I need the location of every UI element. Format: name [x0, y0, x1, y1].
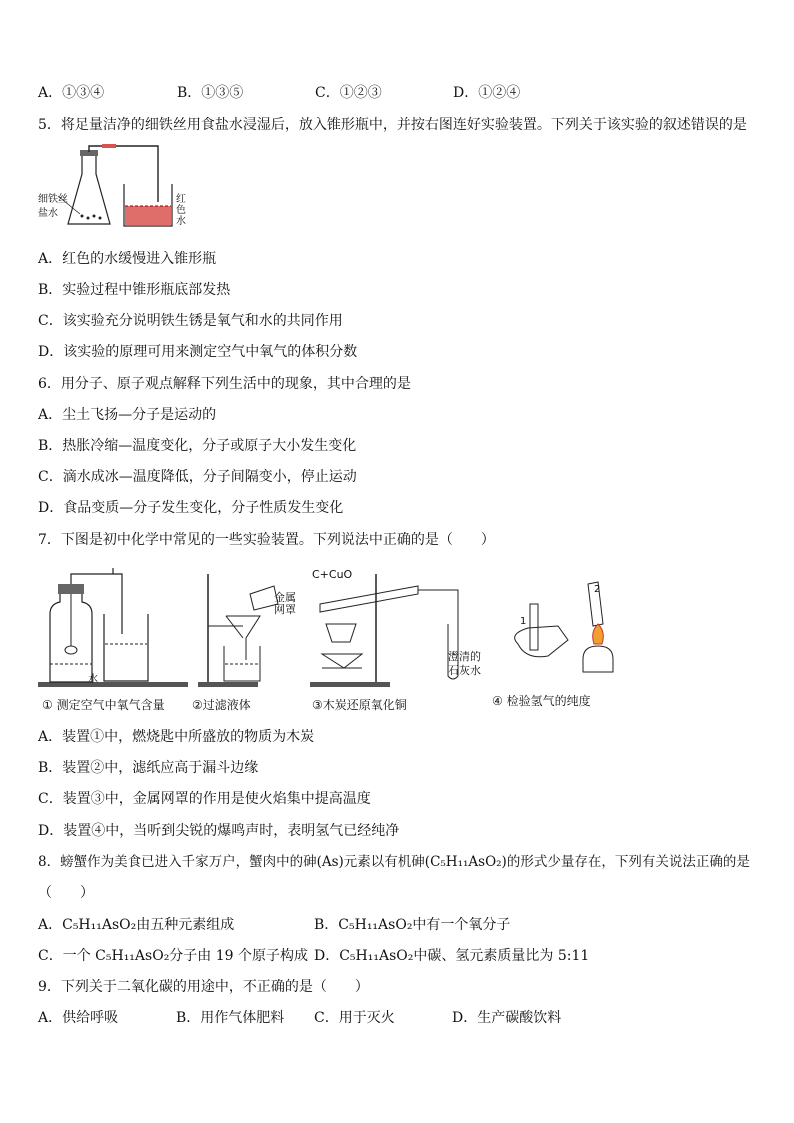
q9-stem: 9．下列关于二氧化碳的用途中，不正确的是（ ）	[38, 979, 369, 995]
q8-option-d: D．C₅H₁₁AsO₂中碳、氢元素质量比为 5:11	[314, 948, 590, 964]
q5-option-b: B．实验过程中锥形瓶底部发热	[38, 282, 231, 298]
q8-option-a: A．C₅H₁₁AsO₂由五种元素组成	[38, 917, 235, 933]
q6-stem: 6．用分子、原子观点解释下列生活中的现象，其中合理的是	[38, 376, 411, 392]
q8-option-c: C．一个 C₅H₁₁AsO₂分子由 19 个原子构成	[38, 948, 309, 964]
q7-caption-2: ②过滤液体	[192, 698, 251, 712]
q8-option-b: B．C₅H₁₁AsO₂中有一个氧分子	[314, 917, 511, 933]
q7-label-limewater: 澄清的石灰水	[448, 650, 481, 677]
q9-option-c: C．用于灭火	[314, 1010, 395, 1026]
q7-label-gauze: 金属网罩	[274, 591, 296, 616]
q5-label-wire: 细铁丝	[38, 194, 68, 205]
q6-option-a: A．尘土飞扬—分子是运动的	[38, 407, 217, 423]
q4-option-c: C．①②③	[315, 85, 382, 101]
q9-option-a: A．供给呼吸	[38, 1010, 119, 1026]
q7-label-water: 水	[88, 674, 98, 685]
q6-option-c: C．滴水成冰—温度降低，分子间隔变小，停止运动	[38, 469, 357, 485]
q7-figure	[38, 564, 618, 714]
q6-option-b: B．热胀冷缩—温度变化，分子或原子大小发生变化	[38, 438, 357, 454]
q7-option-b: B．装置②中，滤纸应高于漏斗边缘	[38, 760, 259, 776]
q7-label-tube1: 1	[520, 616, 527, 627]
q5-option-d: D．该实验的原理可用来测定空气中氧气的体积分数	[38, 344, 358, 360]
q7-caption-4: ④ 检验氢气的纯度	[492, 694, 591, 708]
q9-option-d: D．生产碳酸饮料	[452, 1010, 562, 1026]
q5-option-a: A．红色的水缓慢进入锥形瓶	[38, 251, 217, 267]
q7-caption-1: ① 测定空气中氧气含量	[42, 698, 165, 712]
q8-stem: 8．螃蟹作为美食已进入千家万户，蟹肉中的砷(As)元素以有机砷(C₅H₁₁AsO₂)的形式少量存在，下列有关说法正确的是	[38, 854, 750, 870]
q7-option-d: D．装置④中，当听到尖锐的爆鸣声时，表明氢气已经纯净	[38, 823, 400, 839]
q4-option-d: D．①②④	[453, 85, 521, 101]
q4-option-b: B．①③⑤	[177, 85, 244, 101]
q7-label-reagent: C+CuO	[312, 568, 353, 581]
q5-figure	[38, 144, 188, 236]
q6-option-d: D．食品变质—分子发生变化，分子性质发生变化	[38, 500, 344, 516]
q4-option-a: A．①③④	[38, 85, 105, 101]
q5-label-red-water: 红色水	[176, 194, 186, 227]
q5-option-c: C．该实验充分说明铁生锈是氧气和水的共同作用	[38, 313, 343, 329]
q9-option-b: B．用作气体肥料	[176, 1010, 285, 1026]
q5-stem: 5．将足量洁净的细铁丝用食盐水浸湿后，放入锥形瓶中，并按右图连好实验装置。下列关于该实验的叙述错误的是	[38, 117, 747, 133]
q7-caption-3: ③木炭还原氧化铜	[312, 698, 407, 712]
q8-stem-paren: （ ）	[38, 885, 94, 901]
q7-label-tube2: 2	[594, 584, 601, 595]
q7-stem: 7．下图是初中化学中常见的一些实验装置。下列说法中正确的是（ ）	[38, 532, 495, 548]
q7-option-c: C．装置③中，金属网罩的作用是使火焰集中提高温度	[38, 791, 371, 807]
q5-label-salt: 盐水	[38, 208, 58, 219]
q7-option-a: A．装置①中，燃烧匙中所盛放的物质为木炭	[38, 729, 315, 745]
